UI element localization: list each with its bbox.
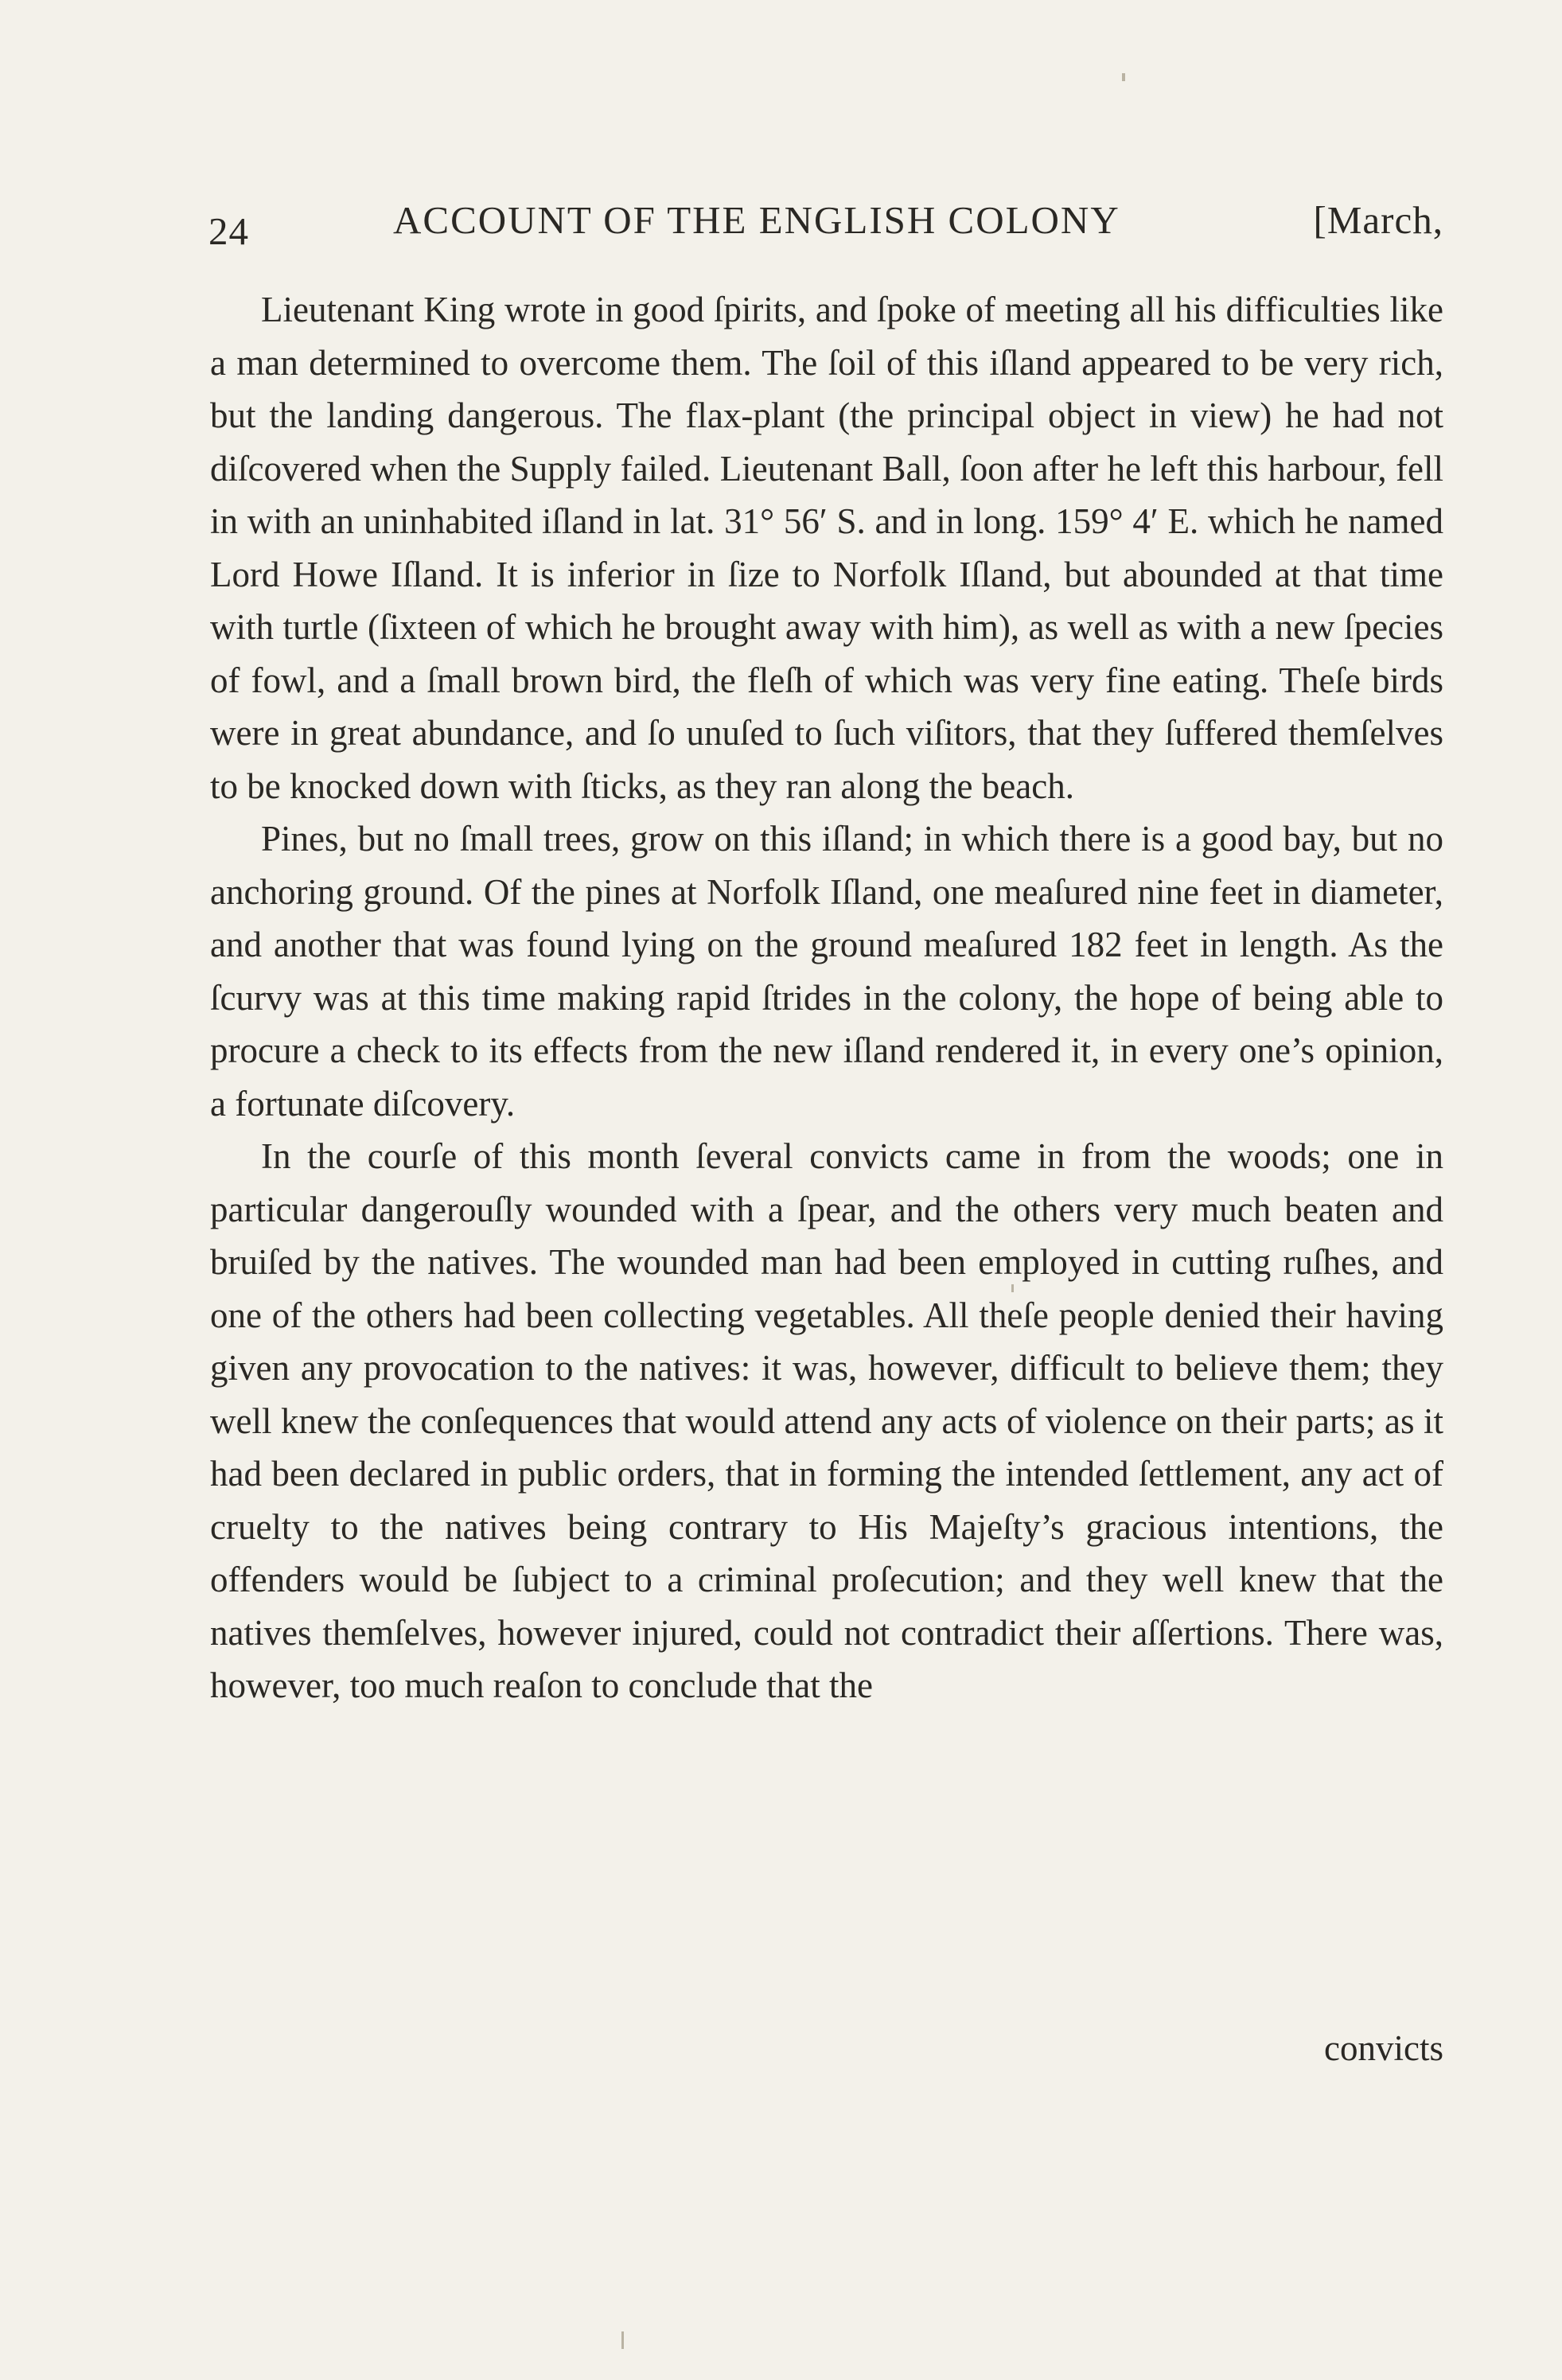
- running-date: [March,: [1313, 198, 1443, 242]
- paragraph: Lieutenant King wrote in good ſpirits, and ſpoke of meeting all his difficulties like a man determined to overcome them. The ſoil of this iſland appeared to be very rich, but the landing dangerous. The flax-plant (the principal object in view) he had not diſcovered when the Supply failed. Lieutenant Ball, ſoon after he left this harbour, fell in with an uninhabited iſland in lat. 31° 56′ S. and in long. 159° 4′ E. which he named Lord Howe Iſland. It is inferior in ſize to Norfolk Iſland, but abounded at that time with turtle (ſixteen of which he brought away with him), as well as with a new ſpecies of fowl, and a ſmall brown bird, the fleſh of which was very fine eating. Theſe birds were in great abundance, and ſo unuſed to ſuch viſitors, that they ſuffered themſelves to be knocked down with ſticks, as they ran along the beach.: [210, 290, 1443, 806]
- paragraph: Pines, but no ſmall trees, grow on this iſland; in which there is a good bay, but no anchoring ground. Of the pines at Norfolk Iſland, one meaſured nine feet in diameter, and another that was found lying on the ground meaſured 182 feet in length. As the ſcurvy was at this time making rapid ſtrides in the colony, the hope of being able to procure a check to its effects from the new iſland rendered it, in every one’s opinion, a fortunate diſcovery.: [210, 819, 1443, 1124]
- page-number: 24: [208, 209, 249, 253]
- body-text: [210, 283, 1443, 1712]
- paper-speck: [1011, 1284, 1014, 1292]
- running-title: ACCOUNT OF THE ENGLISH COLONY: [393, 198, 1120, 242]
- page-header: [208, 197, 1443, 253]
- catchword: convicts: [1324, 2028, 1443, 2068]
- paper-speck: [621, 2331, 624, 2349]
- paragraph: In the courſe of this month ſeveral convicts came in from the woods; one in particular dangerouſly wounded with a ſpear, and the others very much beaten and bruiſed by the natives. The wounded man had been employed in cutting ruſhes, and one of the others had been collecting vegetables. All theſe people denied their having given any provocation to the natives: it was, however, difficult to believe them; they well knew the conſequences that would attend any acts of violence on their parts; as it had been declared in public orders, that in forming the intended ſettlement, any act of cruelty to the natives being contrary to His Majeſty’s gracious intentions, the offenders would be ſubject to a criminal proſecution; and they well knew that the natives themſelves, however injured, could not contradict their aſſertions. There was, however, too much reaſon to conclude that the: [210, 1136, 1443, 1705]
- paper-speck: [1122, 73, 1125, 81]
